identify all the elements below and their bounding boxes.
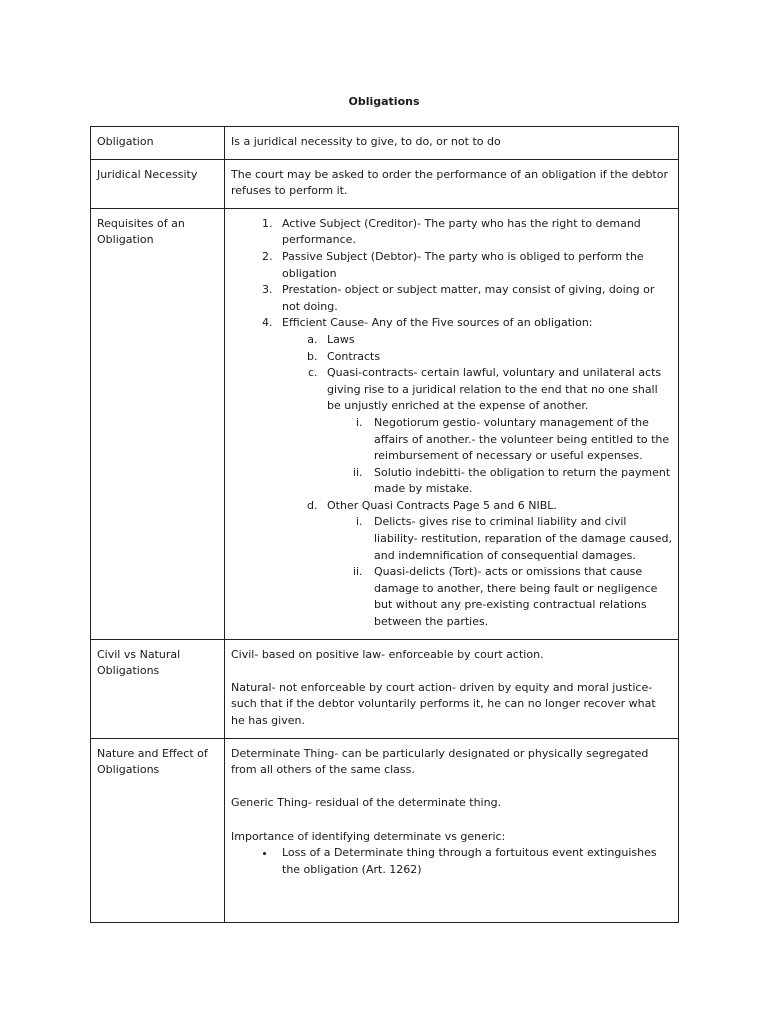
- list-item: 3. Prestation- object or subject matter, may consist of giving, doing or not doing.: [276, 282, 672, 315]
- list-item: 2. Passive Subject (Debtor)- The party who is obliged to perform the obligation: [276, 249, 672, 282]
- definition-juridical-necessity: The court may be asked to order the performance of an obligation if the debtor refuses to perform it.: [225, 159, 679, 208]
- other-quasi-contracts-text: Other Quasi Contracts Page 5 and 6 NIBL.: [327, 498, 557, 512]
- importance-bullets: [231, 845, 672, 878]
- table-row: [91, 159, 679, 208]
- list-item: a. Laws: [321, 332, 672, 349]
- table-row: [91, 127, 679, 160]
- list-item: b. Contracts: [321, 349, 672, 366]
- requisites-list: [231, 216, 672, 631]
- term-juridical-necessity: Juridical Necessity: [91, 159, 225, 208]
- determinate-paragraph: Determinate Thing- can be particularly designated or physically segregated from all others of the same class.: [231, 746, 649, 777]
- quasi-contracts-sublist: [327, 415, 672, 498]
- importance-paragraph: Importance of identifying determinate vs generic:: [231, 829, 506, 843]
- term-nature-effect: Nature and Effect of Obligations: [91, 738, 225, 922]
- list-item: ii. Quasi-delicts (Tort)- acts or omissions that cause damage to another, there being fault or negligence but without any pre-existing contractual relations between the parties.: [366, 564, 672, 630]
- efficient-cause-label: Efficient Cause- Any of the Five sources of an obligation:: [282, 316, 593, 330]
- list-item: ii. Solutio indebitti- the obligation to return the payment made by mistake.: [366, 465, 672, 498]
- term-civil-vs-natural: Civil vs Natural Obligations: [91, 639, 225, 738]
- definition-nature-effect: [225, 738, 679, 922]
- quasi-contracts-text: Quasi-contracts- certain lawful, voluntary and unilateral acts giving rise to a juridical relation to the end that no one shall be unjustly enriched at the expense of another.: [327, 366, 662, 413]
- term-obligation: Obligation: [91, 127, 225, 160]
- definition-obligation: Is a juridical necessity to give, to do, or not to do: [225, 127, 679, 160]
- term-requisites: Requisites of an Obligation: [91, 208, 225, 639]
- civil-paragraph: Civil- based on positive law- enforceable by court action.: [231, 647, 544, 661]
- definition-requisites: [225, 208, 679, 639]
- natural-paragraph: Natural- not enforceable by court action- driven by equity and moral justice- such that if the debtor voluntarily performs it, he can no longer recover what he has given.: [231, 680, 656, 727]
- obligations-table: [90, 126, 679, 923]
- list-item: [321, 365, 672, 498]
- list-item: i. Negotiorum gestio- voluntary management of the affairs of another.- the volunteer being entitled to the reimbursement of necessary or useful expenses.: [366, 415, 672, 465]
- list-item: 1. Active Subject (Creditor)- The party who has the right to demand performance.: [276, 216, 672, 249]
- list-item: [276, 315, 672, 630]
- list-item: i. Delicts- gives rise to criminal liability and civil liability- restitution, reparation of the damage caused, and indemnification of consequential damages.: [366, 514, 672, 564]
- definition-civil-vs-natural: [225, 639, 679, 738]
- table-row: [91, 639, 679, 738]
- sources-list: [282, 332, 672, 631]
- table-row: [91, 208, 679, 639]
- other-sublist: [327, 514, 672, 630]
- table-row: [91, 738, 679, 922]
- list-item: • Loss of a Determinate thing through a fortuitous event extinguishes the obligation (Art. 1262): [276, 845, 672, 878]
- document-title: Obligations: [348, 95, 420, 108]
- list-item: [321, 498, 672, 631]
- generic-paragraph: Generic Thing- residual of the determinate thing.: [231, 796, 502, 810]
